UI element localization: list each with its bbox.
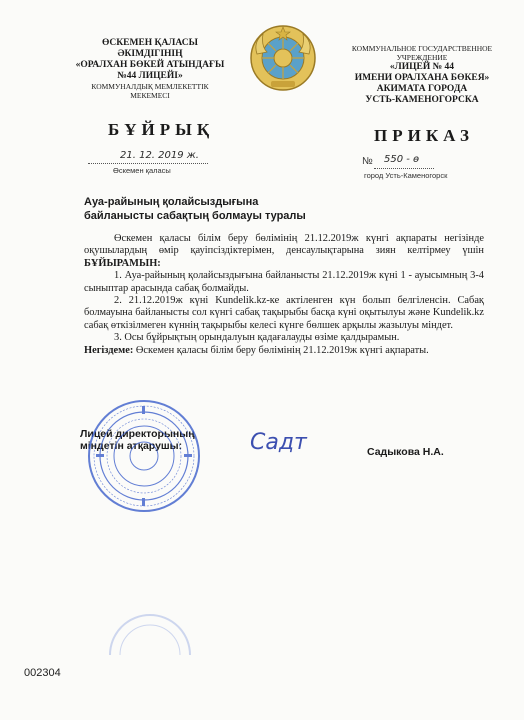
intro-text: Өскемен қаласы білім беру бөлімінің 21.12.2019ж күнгі ақпараты негізінде оқушылардың өмір қауіпсіздіктерімен, денсаулықтарына зиян келтірмеу үшін xyxy=(84,233,484,257)
body-basis xyxy=(84,345,484,357)
signatory-name: Садыкова Н.А. xyxy=(367,446,444,458)
body-item-2: 2. 21.12.2019ж күні Kundelik.kz-ке актіленген күн болып белгіленсін. Сабақ болмауына байланысты сол күнгі сабақ тақырыбы басқа күні оқытылуы және Kundelik.kz сабақ өткізілмеген күннің тақырыбы келесі күнге бөлшек арқылы жазылуы міндет. xyxy=(84,295,484,331)
city-kz: Өскемен қаласы xyxy=(113,166,171,175)
body-item-1: 1. Ауа-райының қолайсыздығына байланысты 21.12.2019ж күні 1 - ауысымның 3-4 сыныптар арасында сабақ болмайды. xyxy=(84,270,484,294)
header-right-line: «ЛИЦЕЙ № 44 xyxy=(389,62,455,72)
header-right-line: ИМЕНИ ОРАЛХАНА БӨКЕЯ» xyxy=(354,73,490,83)
basis-label: Негіздеме: xyxy=(84,344,134,356)
subject-line: Ауа-райының қолайсыздығына xyxy=(84,196,259,208)
basis-text: Өскемен қаласы білім беру бөлімінің 21.12.2019ж күнгі ақпараты. xyxy=(135,344,429,356)
subject xyxy=(84,195,306,223)
header-left-line: ӘКІМДІГІНІҢ xyxy=(117,49,183,59)
header-left-line: МЕКЕМЕСІ xyxy=(130,91,170,100)
header-right-line: КОММУНАЛЬНОЕ ГОСУДАРСТВЕННОЕ xyxy=(351,44,493,53)
header-right xyxy=(330,44,514,106)
city-ru: город Усть-Каменогорск xyxy=(364,171,448,180)
date-underline xyxy=(88,163,208,164)
header-right-line: АКИМАТА ГОРОДА xyxy=(376,84,468,94)
number-prefix: № xyxy=(362,156,373,167)
header-right-line: УСТЬ-КАМЕНОГОРСКА xyxy=(365,95,479,105)
handwritten-signature: Садт xyxy=(250,430,307,455)
order-body xyxy=(84,233,484,357)
body-item-3: 3. Осы бұйрықтың орындалуын қадағалауды өзіме қалдырамын. xyxy=(114,332,400,344)
header-left-line: ӨСКЕМЕН ҚАЛАСЫ xyxy=(102,38,198,48)
bleed-through-seal-icon xyxy=(105,585,195,655)
body-intro xyxy=(84,233,484,270)
signature-line: Лицей директорының xyxy=(80,428,195,440)
subject-line: байланысты сабақтың болмауы туралы xyxy=(84,210,306,222)
order-word: БҰЙЫРАМЫН: xyxy=(84,257,161,269)
header-right-line: УЧРЕЖДЕНИЕ xyxy=(396,53,448,62)
signature-line: міндетін атқарушы: xyxy=(80,440,183,452)
institution-seal-icon xyxy=(86,398,202,514)
state-emblem-icon xyxy=(249,24,317,92)
header-left-line: «ОРАЛХАН БӨКЕЙ АТЫНДАҒЫ xyxy=(75,60,225,70)
number-handwritten: 550 - ө xyxy=(384,154,420,165)
footer-number: 002304 xyxy=(24,667,61,679)
number-underline xyxy=(374,168,434,169)
title-ru: ПРИКАЗ xyxy=(374,126,474,145)
header-left xyxy=(60,38,240,100)
header-left-line: КОММУНАЛДЫҚ МЕМЛЕКЕТТІК xyxy=(91,82,209,91)
title-kz: БҰЙРЫҚ xyxy=(108,120,215,139)
date-handwritten: 21. 12. 2019 ж. xyxy=(120,150,199,161)
header-left-line: №44 ЛИЦЕЙІ» xyxy=(117,71,183,81)
